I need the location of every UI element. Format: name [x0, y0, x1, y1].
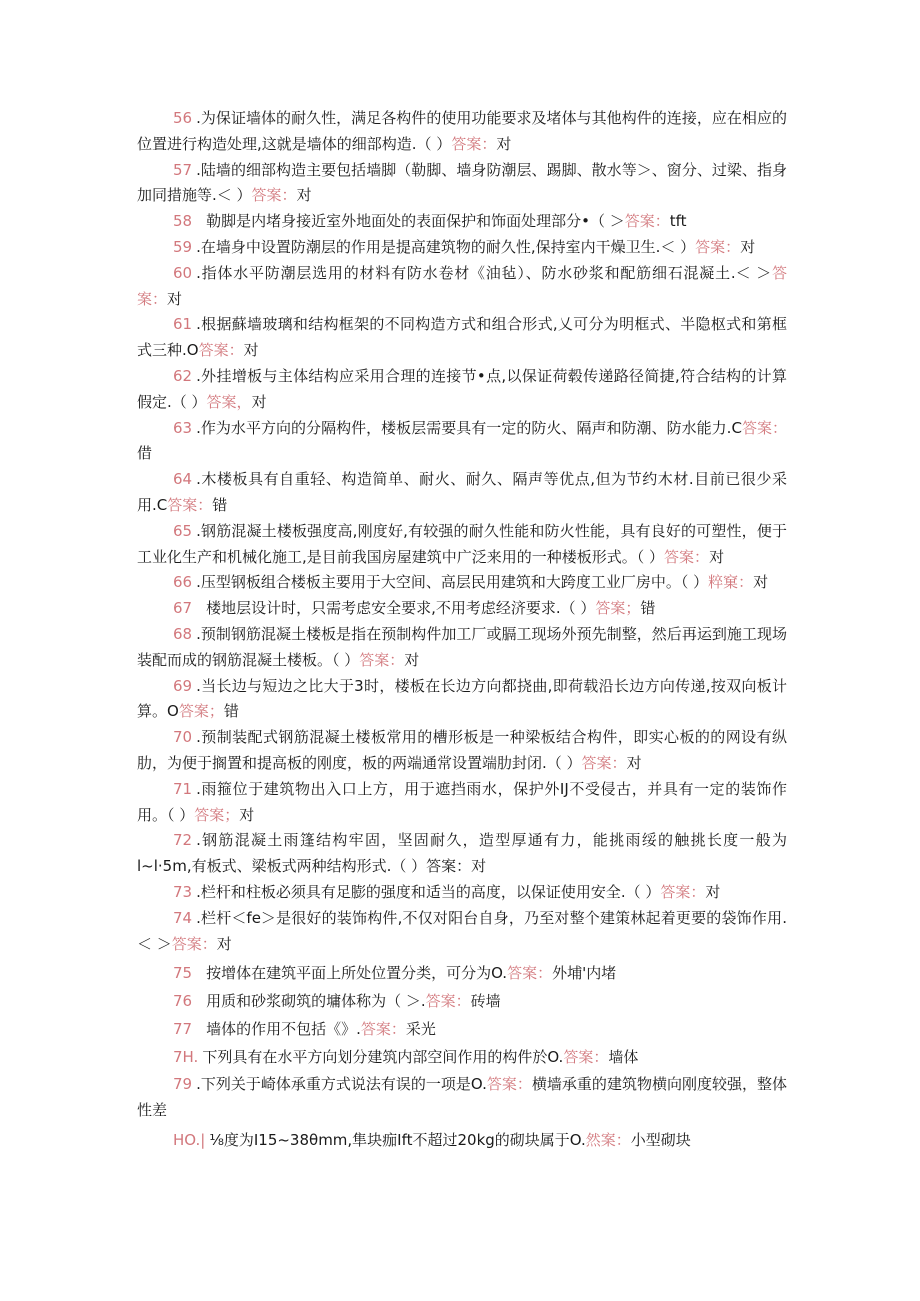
- answer-label: 然案：: [585, 1131, 631, 1150]
- question-text: .根据蘇墙玻璃和结构框架的不同构造方式和组合形式,乂可分为明框式、半隐枢式和第框式三种.O: [137, 315, 787, 360]
- question-text: ⅛度为I15~38θmm,隼块痂Ift不超过20kg的砌块属于O.: [209, 1131, 586, 1150]
- answer-value: 对: [239, 805, 255, 824]
- question-item: [137, 570, 787, 596]
- question-item: [137, 158, 787, 210]
- question-number: HO.|: [173, 1131, 206, 1150]
- answer-label: 答案：: [171, 934, 217, 953]
- question-number: 60: [173, 263, 193, 282]
- question-number: 63: [173, 418, 193, 437]
- question-text: .作为水平方向的分隔构件，楼板层需要具有一定的防火、隔声和防潮、防水能力.C: [196, 418, 742, 437]
- question-item: [137, 1128, 787, 1154]
- question-text: .在墙身中设置防潮层的作用是提高建筑物的耐久性,保持室内干燥卫生.＜ ）: [196, 237, 696, 256]
- answer-value: 外埔'内堵: [552, 964, 617, 983]
- answer-value: 对: [753, 573, 769, 592]
- answer-label: 答案：: [563, 1047, 609, 1066]
- question-number: 73: [173, 882, 193, 901]
- answer-label: 答案：: [359, 650, 405, 669]
- answer-label: 答案；: [194, 805, 240, 824]
- answer-value: 对: [251, 392, 267, 411]
- question-item: [137, 209, 787, 235]
- answer-label: 答案，: [206, 392, 252, 411]
- question-item: [137, 828, 787, 880]
- question-text: .为保证墙体的耐久性，满足各构件的使用功能要求及堵体与其他构件的连接，应在相应的位置进行构造处理,这就是墙体的细部构造.（ ）: [137, 109, 787, 153]
- question-item: [137, 880, 787, 906]
- answer-value: 对: [167, 289, 183, 308]
- answer-label: 答案；: [595, 599, 641, 618]
- question-text: .雨箍位于建筑物出入口上方，用于遮挡雨水，保护外IJ不受侵古，并具有一定的装饰作用。（ ）: [137, 779, 787, 824]
- question-number: 77: [173, 1019, 193, 1038]
- question-number: 65: [173, 521, 193, 540]
- answer-value: 采光: [405, 1019, 436, 1038]
- answer-value: 借: [137, 444, 153, 463]
- answer-label: 粹窠：: [708, 573, 754, 592]
- question-number: 72: [173, 831, 193, 850]
- question-number: 70: [173, 728, 193, 747]
- answer-label: 答案：: [198, 341, 244, 360]
- question-item: [137, 596, 787, 622]
- answer-label: 答案：: [507, 964, 553, 983]
- question-item: [137, 364, 787, 416]
- question-item: [137, 467, 787, 519]
- answer-label: 答案：: [486, 1075, 532, 1094]
- answer-label: 答案：: [581, 753, 627, 772]
- question-text: 楼地层设计时，只需考虑安全要求,不用考虑经济要求.（ ）: [206, 599, 596, 618]
- question-item: [137, 674, 787, 726]
- question-item: [137, 416, 787, 468]
- answer-value: 对: [496, 134, 512, 153]
- question-text: .钢筋混凝土楼板强度高,刚度好,有较强的耐久性能和防火性能，具有良好的可塑性，便于工业化生产和机械化施工,是目前我国房屋建筑中广泛来用的一种楼板形式。（ ）: [137, 521, 787, 566]
- answer-value: 对: [296, 186, 312, 205]
- question-item: [137, 989, 787, 1015]
- answer-value: 对: [243, 341, 259, 360]
- question-item: [137, 235, 787, 261]
- question-text: .钢筋混凝土雨篷结构牢固，坚固耐久，造型厚通有力，能挑雨绥的触挑长度一般为l~l·5m,有板式、梁板式两种结构形式.（ ）答案：对: [137, 831, 787, 876]
- question-text: 按增体在建筑平面上所处位置分类，可分为O.: [206, 964, 508, 983]
- answer-value: 对: [740, 237, 756, 256]
- question-number: 69: [173, 676, 193, 695]
- answer-value: 墙体: [608, 1047, 639, 1066]
- question-item: [137, 519, 787, 571]
- question-text: .陆墙的细部构造主要包括墙脚（勒脚、墙身防潮层、踢脚、散水等＞、窗分、过梁、指身加同措施等.＜ ）: [137, 160, 787, 205]
- question-item: [137, 725, 787, 777]
- question-number: 7H.: [173, 1047, 199, 1066]
- answer-value: tft: [669, 212, 687, 231]
- question-text: .指体水平防潮层选用的材料有防水卷材《油毡）、防水砂浆和配筋细石混凝土.＜ ＞: [196, 263, 772, 282]
- answer-value: 砖墙: [470, 992, 501, 1011]
- question-number: 76: [173, 992, 193, 1011]
- question-text: .预制钢筋混凝土楼板是指在预制构件加工厂或膈工现场外预先制整，然后再运到施工现场装配而成的钢筋混凝土楼板。（ ）: [137, 624, 787, 669]
- question-number: 75: [173, 964, 193, 983]
- question-list: [137, 106, 787, 1154]
- answer-label: 答案：: [624, 212, 670, 231]
- answer-value: 对: [705, 882, 721, 901]
- answer-value: 错: [212, 495, 228, 514]
- answer-label: 答案：: [425, 992, 471, 1011]
- question-text: 勒脚是内堵身接近室外地面处的表面保护和饰面处理部分•（ ＞: [206, 212, 625, 231]
- question-number: 68: [173, 624, 193, 643]
- question-item: [137, 261, 787, 313]
- answer-label: 答案：: [660, 882, 706, 901]
- question-item: [137, 961, 787, 987]
- answer-label: 答案；: [178, 702, 224, 721]
- answer-value: 横墙承重的建筑物横向刚度较强，整体性差: [137, 1075, 787, 1120]
- question-text: .木楼板具有自重轻、构造简单、耐火、耐久、隔声等优点,但为节约木材.目前已很少采用.C: [137, 470, 787, 514]
- question-number: 59: [173, 237, 193, 256]
- question-number: 74: [173, 908, 193, 927]
- answer-label: 答案：: [137, 263, 787, 308]
- question-text: .当长边与短边之比大于3时，楼板在长边方向都挠曲,即荷载沿长边方向传递,按双向板计算。O: [137, 676, 787, 721]
- answer-label: 答案：: [360, 1019, 406, 1038]
- answer-label: 答案：: [251, 186, 297, 205]
- question-number: 79: [173, 1075, 193, 1094]
- answer-value: 错: [640, 599, 656, 618]
- question-text: .压型钢板组合楼板主要用于大空间、高层民用建筑和大跨度工业厂房中。（ ）: [196, 573, 709, 592]
- question-number: 62: [173, 366, 193, 385]
- answer-value: 错: [223, 702, 239, 721]
- answer-value: 对: [626, 753, 642, 772]
- question-number: 64: [173, 470, 193, 489]
- question-item: [137, 1017, 787, 1043]
- answer-label: 答案：: [167, 495, 213, 514]
- question-number: 66: [173, 573, 193, 592]
- question-item: [137, 777, 787, 829]
- question-text: .预制装配式钢筋混凝土楼板常用的槽形板是一种梁板结合构件，即实心板的的网设有纵肋，为便于搁置和提高板的刚度，板的两端通常设置端肋封闭.（ ）: [137, 728, 787, 772]
- answer-value: 对: [404, 650, 420, 669]
- question-item: [137, 1072, 787, 1124]
- question-text: .下列关于崎体承重方式说法有误的一项是O.: [196, 1075, 487, 1094]
- question-number: 58: [173, 212, 193, 231]
- question-text: .外挂增板与主体结构应采用合理的连接节•点,以保证荷毂传递路径简捷,符合结构的计算假定.（ ）: [137, 366, 787, 411]
- answer-label: 答案：: [741, 418, 787, 437]
- question-item: [137, 906, 787, 958]
- answer-label: 答案：: [451, 134, 497, 153]
- answer-label: 答案：: [695, 237, 741, 256]
- answer-label: 答案：: [664, 547, 710, 566]
- question-item: [137, 312, 787, 364]
- question-text: 墙体的作用不包括《》.: [206, 1019, 361, 1038]
- question-item: [137, 106, 787, 158]
- answer-value: 小型砌块: [630, 1131, 691, 1150]
- question-text: 下列具有在水平方向划分建筑内部空间作用的构件於O.: [202, 1047, 564, 1066]
- question-text: .栏杆＜fe＞是很好的装饰构件,不仅对阳台自身，乃至对整个建策林起着更要的袋饰作用.＜ ＞: [137, 908, 787, 953]
- question-item: [137, 1045, 787, 1071]
- question-number: 56: [173, 109, 193, 127]
- question-number: 71: [173, 779, 193, 798]
- question-text: 用质和砂浆砌筑的墉体称为（ ＞.: [206, 992, 426, 1011]
- question-number: 67: [173, 599, 193, 618]
- answer-value: 对: [216, 934, 232, 953]
- question-number: 61: [173, 315, 193, 334]
- question-text: .栏杆和柱板必须具有足膨的强度和适当的高度，以保证使用安全.（ ）: [196, 882, 661, 901]
- answer-value: 对: [709, 547, 725, 566]
- question-number: 57: [173, 160, 193, 179]
- question-item: [137, 622, 787, 674]
